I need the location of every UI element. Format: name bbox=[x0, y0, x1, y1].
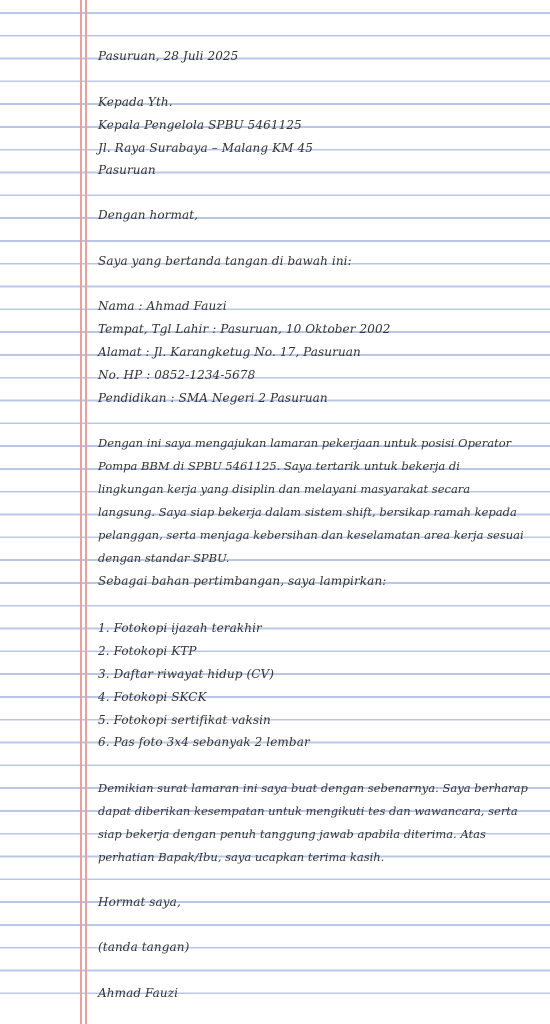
signature-placeholder: (tanda tangan) bbox=[98, 940, 190, 954]
margin-line-right bbox=[85, 0, 87, 1024]
attachment-item-3: 3. Daftar riwayat hidup (CV) bbox=[98, 667, 275, 681]
greeting: Dengan hormat, bbox=[98, 208, 199, 222]
signer-name: Ahmad Fauzi bbox=[98, 986, 179, 1000]
place-date: Pasuruan, 28 Juli 2025 bbox=[98, 49, 239, 63]
attachment-item-2: 2. Fotokopi KTP bbox=[98, 644, 197, 658]
body-paragraph: Dengan ini saya mengajukan lamaran pekerjaan untuk posisi Operator Pompa BBM di SPBU 5461125. Saya tertarik untuk bekerja di lingkungan kerja yang disiplin dan melayani masyarakat secara langsung. Saya siap bekerja dalam sistem shift, bersikap ramah kepada pelanggan, serta menjaga kebersihan dan keselamatan area kerja sesuai dengan standar SPBU. bbox=[98, 436, 524, 566]
recipient-line-1: Kepada Yth. bbox=[98, 95, 173, 109]
attachment-item-4: 4. Fotokopi SKCK bbox=[98, 690, 207, 704]
identity-name: Nama : Ahmad Fauzi bbox=[98, 299, 227, 313]
attachments-intro: Sebagai bahan pertimbangan, saya lampirkan: bbox=[98, 574, 387, 588]
sign-off: Hormat saya, bbox=[98, 895, 181, 909]
recipient-line-3: Jl. Raya Surabaya – Malang KM 45 bbox=[98, 141, 313, 155]
margin-line-left bbox=[80, 0, 82, 1024]
recipient-line-4: Pasuruan bbox=[98, 163, 156, 177]
intro-line: Saya yang bertanda tangan di bawah ini: bbox=[98, 254, 352, 268]
attachment-item-1: 1. Fotokopi ijazah terakhir bbox=[98, 621, 262, 635]
recipient-line-2: Kepala Pengelola SPBU 5461125 bbox=[98, 118, 302, 132]
identity-phone: No. HP : 0852-1234-5678 bbox=[98, 368, 256, 382]
attachment-item-5: 5. Fotokopi sertifikat vaksin bbox=[98, 713, 271, 727]
closing-paragraph: Demikian surat lamaran ini saya buat dengan sebenarnya. Saya berharap dapat diberikan kesempatan untuk mengikuti tes dan wawancara, serta siap bekerja dengan penuh tanggung jawab apabila diterima. Atas perhatian Bapak/Ibu, saya ucapkan terima kasih. bbox=[98, 781, 528, 865]
attachment-item-6: 6. Pas foto 3x4 sebanyak 2 lembar bbox=[98, 735, 310, 749]
identity-education: Pendidikan : SMA Negeri 2 Pasuruan bbox=[98, 391, 328, 405]
identity-address: Alamat : Jl. Karangketug No. 17, Pasuruan bbox=[98, 345, 361, 359]
identity-birth: Tempat, Tgl Lahir : Pasuruan, 10 Oktober 2002 bbox=[98, 322, 391, 336]
